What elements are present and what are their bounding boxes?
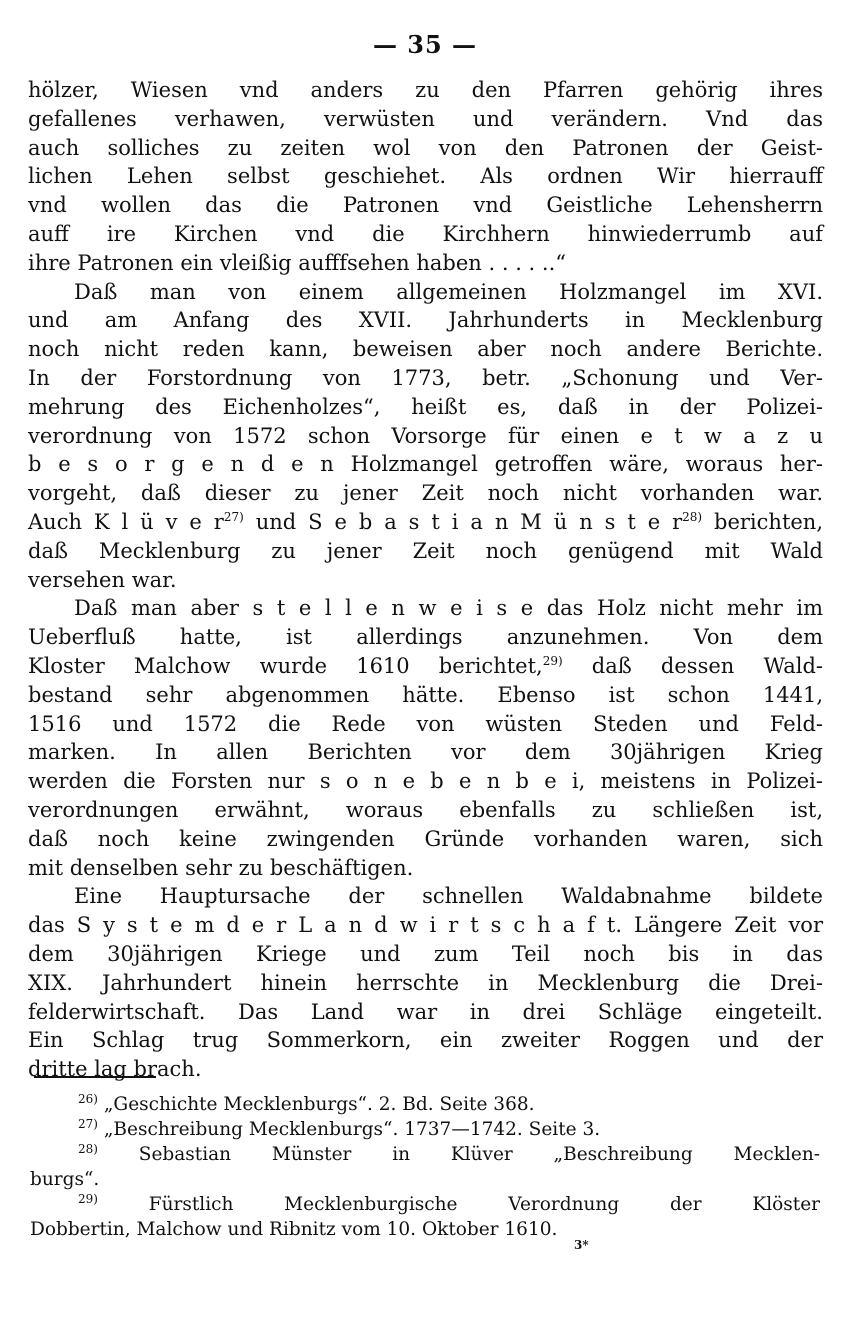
footnote-divider [34, 1076, 156, 1078]
footnote-27 [30, 1117, 820, 1142]
text-line: vnd wollen das die Patronen vnd Geistliche Lehensherrn [28, 193, 823, 218]
footnote-text: burgs“. [30, 1169, 100, 1190]
footnote-26 [30, 1092, 820, 1117]
paragraph-start-line: Daß man aber s t e l l e n w e i s e das Holz nicht mehr im [74, 596, 823, 621]
text-line: werden die Forsten nur s o n e b e n b e i, meistens in Polizei- [28, 769, 823, 794]
text-line: dritte lag brach. [28, 1057, 202, 1082]
text-line: Ueberfluß hatte, ist allerdings anzunehmen. Von dem [28, 625, 823, 650]
body-text [28, 76, 823, 1084]
text-line: daß noch keine zwingenden Gründe vorhanden waren, sich [28, 826, 823, 851]
text-line: das S y s t e m d e r L a n d w i r t s c h a f t. Längere Zeit vor [28, 913, 823, 938]
line-segment: berichten, [702, 509, 824, 534]
line-segment: Auch K l ü v e r [28, 509, 224, 534]
text-line [28, 508, 823, 537]
footnote-marker: 26) [78, 1091, 98, 1106]
line-segment: daß dessen Wald- [562, 653, 823, 678]
text-line: mehrung des Eichenholzes“, heißt es, daß in der Polizei- [28, 394, 823, 419]
text-line: felderwirtschaft. Das Land war in drei Schläge eingeteilt. [28, 999, 823, 1024]
text-line: hölzer, Wiesen vnd anders zu den Pfarren gehörig ihres [28, 78, 823, 102]
text-line: ihre Patronen ein vleißig aufffsehen haben . . . . ..“ [28, 250, 566, 275]
footnote-marker: 29) [78, 1191, 98, 1206]
text-line: versehen war. [28, 567, 177, 592]
text-line: verordnungen erwähnt, woraus ebenfalls zu schließen ist, [28, 797, 823, 822]
text-line: auff ire Kirchen vnd die Kirchhern hinwiederrumb auf [28, 221, 823, 246]
text-line: lichen Lehen selbst geschiehet. Als ordnen Wir hierrauff [28, 164, 823, 189]
text-line: marken. In allen Berichten vor dem 30jährigen Krieg [28, 740, 823, 765]
footnote-29-continued [30, 1217, 820, 1242]
footnote-text: „Geschichte Mecklenburgs“. 2. Bd. Seite 368. [103, 1094, 535, 1115]
footnote-marker: 27) [78, 1116, 98, 1131]
text-line [28, 652, 823, 681]
footnote-ref-29: 29) [542, 653, 563, 668]
line-segment: und S e b a s t i a n M ü n s t e r [243, 509, 683, 534]
text-line: verordnung von 1572 schon Vorsorge für einen e t w a z u [28, 423, 823, 448]
paragraph-start-line: Daß man von einem allgemeinen Holzmangel im XVI. [74, 279, 823, 304]
paragraph-start-line: Eine Hauptursache der schnellen Waldabnahme bildete [74, 884, 823, 909]
text-line: Ein Schlag trug Sommerkorn, ein zweiter Roggen und der [28, 1028, 823, 1053]
text-line: In der Forstordnung von 1773, betr. „Schonung und Ver- [28, 365, 823, 390]
footnote-28-continued [30, 1167, 820, 1192]
footnote-29 [30, 1192, 820, 1217]
text-line: b e s o r g e n d e n Holzmangel getroffen wäre, woraus her- [28, 452, 823, 477]
text-line: bestand sehr abgenommen hätte. Ebenso ist schon 1441, [28, 682, 823, 707]
footnote-28 [30, 1142, 820, 1167]
text-line: und am Anfang des XVII. Jahrhunderts in Mecklenburg [28, 308, 823, 333]
footnote-text: Fürstlich Mecklenburgische Verordnung der Klöster [148, 1194, 820, 1215]
footnote-text: Sebastian Münster in Klüver „Beschreibung Mecklen- [138, 1144, 820, 1165]
text-line: dem 30jährigen Kriege und zum Teil noch bis in das [28, 941, 823, 966]
text-line: auch solliches zu zeiten wol von den Patronen der Geist- [28, 135, 823, 160]
footnote-ref-28: 28) [682, 509, 703, 524]
line-segment: Kloster Malchow wurde 1610 berichtet, [28, 653, 543, 678]
footnote-text: Dobbertin, Malchow und Ribnitz vom 10. Oktober 1610. [30, 1219, 558, 1240]
text-line: vorgeht, daß dieser zu jener Zeit noch nicht vorhanden war. [28, 481, 823, 506]
footnote-marker: 28) [78, 1141, 98, 1156]
text-line: gefallenes verhawen, verwüsten und verändern. Vnd das [28, 106, 823, 131]
text-line: XIX. Jahrhundert hinein herrschte in Mecklenburg die Drei- [28, 970, 823, 995]
footnote-ref-27: 27) [223, 509, 244, 524]
text-line: noch nicht reden kann, beweisen aber noch andere Berichte. [28, 337, 823, 362]
footnotes [30, 1092, 820, 1242]
text-line: 1516 und 1572 die Rede von wüsten Steden und Feld- [28, 711, 823, 736]
text-line: daß Mecklenburg zu jener Zeit noch genügend mit Wald [28, 538, 823, 563]
text-line: mit denselben sehr zu beschäftigen. [28, 855, 414, 880]
printer-signature: 3* [574, 1238, 589, 1252]
page-number: — 35 — [372, 30, 478, 59]
footnote-text: „Beschreibung Mecklenburgs“. 1737—1742. Seite 3. [103, 1119, 601, 1140]
